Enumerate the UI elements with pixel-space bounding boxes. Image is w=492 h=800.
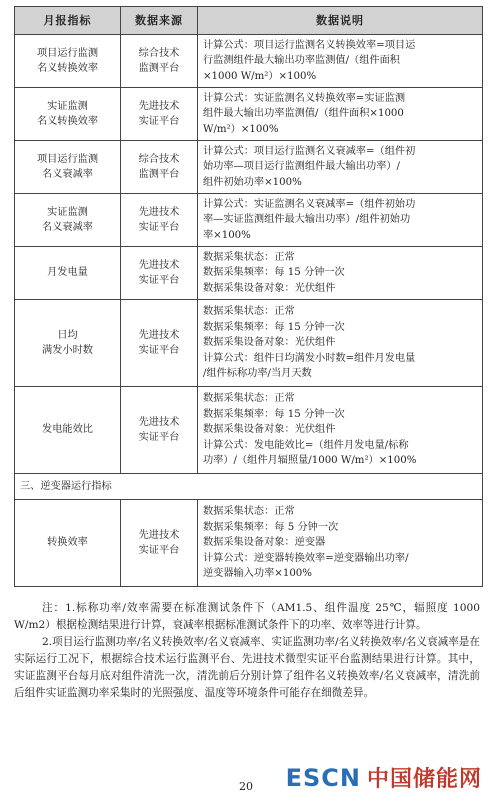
line: 计算公式：组件日均满发小时数=组件月发电量 xyxy=(203,352,416,364)
source-cell xyxy=(121,35,198,88)
description-cell xyxy=(198,387,483,474)
line: 发电能效比 xyxy=(42,424,93,436)
line: /组件标称功率/当月天数 xyxy=(203,368,312,380)
line: 数据采集设备对象：光伏组件 xyxy=(203,337,336,349)
watermark-chinese: 中国储能网 xyxy=(366,767,482,792)
line: 行监测组件最大输出功率监测值/（组件面积 xyxy=(203,55,400,67)
line: 数据采集设备对象：光伏组件 xyxy=(203,424,336,436)
line: 率—实证监测组件最大输出功率）/组件初始功 xyxy=(203,214,411,226)
line: 数据采集频率：每 15 分钟一次 xyxy=(203,321,345,333)
indicator-cell xyxy=(15,141,121,194)
description-cell xyxy=(198,247,483,300)
source-cell xyxy=(121,387,198,474)
line: 组件初始功率×100% xyxy=(203,176,302,188)
table-row xyxy=(15,387,483,474)
line: 转换效率 xyxy=(47,537,88,549)
line: 先进技术 xyxy=(138,329,180,341)
section-row xyxy=(15,474,483,500)
notes xyxy=(14,600,480,702)
header-source: 数据来源 xyxy=(121,7,198,35)
source-cell xyxy=(121,141,198,194)
indicator-cell xyxy=(15,88,121,141)
line: 实证平台 xyxy=(138,222,180,233)
line: 数据采集状态：正常 xyxy=(203,251,295,263)
line: 实证监测 xyxy=(47,206,88,218)
line: 数据采集状态：正常 xyxy=(203,306,295,318)
description-cell xyxy=(198,88,483,141)
line: 监测平台 xyxy=(138,169,180,180)
line: 监测平台 xyxy=(138,63,180,74)
table-header-row xyxy=(15,7,483,35)
source-cell xyxy=(121,194,198,247)
line: 名义转换效率 xyxy=(36,63,99,74)
indicator-cell xyxy=(15,247,121,300)
line: 先进技术 xyxy=(138,100,180,112)
table-row xyxy=(15,88,483,141)
description-cell xyxy=(198,141,483,194)
line: 计算公式：项目运行监测名义衰减率=（组件初 xyxy=(203,145,416,157)
line: 计算公式：实证监测名义转换效率=实证监测 xyxy=(203,92,406,104)
line: 数据采集频率：每 5 分钟一次 xyxy=(203,521,339,533)
line: 实证平台 xyxy=(138,432,180,443)
source-cell xyxy=(121,247,198,300)
table-row xyxy=(15,194,483,247)
line: 月发电量 xyxy=(47,267,88,279)
line: 先进技术 xyxy=(138,529,180,541)
source-cell xyxy=(121,88,198,141)
line: 名义衰减率 xyxy=(42,169,93,180)
line: 实证平台 xyxy=(138,116,180,127)
section-title: 三、逆变器运行指标 xyxy=(15,474,483,500)
line: 满发小时数 xyxy=(42,345,93,356)
indicator-cell xyxy=(15,387,121,474)
line: 项目运行监测 xyxy=(36,47,99,59)
source-cell xyxy=(121,500,198,587)
line: 综合技术 xyxy=(138,153,180,165)
line: 名义衰减率 xyxy=(42,222,93,233)
line: 计算公式：项目运行监测名义转换效率=项目运 xyxy=(203,39,416,51)
description-cell xyxy=(198,35,483,88)
line: 先进技术 xyxy=(138,206,180,218)
indicator-cell xyxy=(15,500,121,587)
line: 数据采集频率：每 15 分钟一次 xyxy=(203,267,345,279)
page-number: 20 xyxy=(239,780,253,793)
line: 数据采集频率：每 15 分钟一次 xyxy=(203,408,345,420)
description-cell xyxy=(198,194,483,247)
header-indicator: 月报指标 xyxy=(15,7,121,35)
line: 始功率—项目运行监测组件最大输出功率）/ xyxy=(203,161,400,173)
line: 逆变器输入功率×100% xyxy=(203,568,312,580)
table-row xyxy=(15,300,483,387)
indicator-cell xyxy=(15,35,121,88)
description-cell xyxy=(198,500,483,587)
line: 数据采集状态：正常 xyxy=(203,393,295,405)
line: 数据采集设备对象：逆变器 xyxy=(203,537,326,549)
indicator-cell xyxy=(15,194,121,247)
line: 先进技术 xyxy=(138,259,180,271)
watermark-latin: ESCN xyxy=(285,764,361,792)
line: 先进技术 xyxy=(138,416,180,428)
table-row xyxy=(15,247,483,300)
line: 实证平台 xyxy=(138,545,180,556)
line: 组件最大输出功率监测值/（组件面积×1000 xyxy=(203,108,404,120)
line: ×1000 W/m²）×100% xyxy=(203,70,317,82)
line: 综合技术 xyxy=(138,47,180,59)
table-row xyxy=(15,35,483,88)
line: 名义转换效率 xyxy=(36,116,99,127)
table-row xyxy=(15,500,483,587)
line: 计算公式：逆变器转换效率=逆变器输出功率/ xyxy=(203,552,409,564)
line: 数据采集设备对象：光伏组件 xyxy=(203,282,336,294)
line: 日均 xyxy=(57,329,78,341)
line: 计算公式：发电能效比=（组件月发电量/标称 xyxy=(203,439,409,451)
note-1: 注：1.标称功率/效率需要在标准测试条件下（AM1.5、组件温度 25℃，辐照度 1000 W/m2）根据检测结果进行计算，衰减率根据标准测试条件下的功率、效率等进行计算。 xyxy=(14,602,480,631)
source-cell xyxy=(121,300,198,387)
line: 率×100% xyxy=(203,229,251,241)
header-description: 数据说明 xyxy=(198,7,483,35)
line: 功率）/（组件月辐照量/1000 W/m²）×100% xyxy=(203,455,417,467)
note-2: 2.项目运行监测功率/名义转换效率/名义衰减率、实证监测功率/名义转换效率/名义衰减率是在实际运行工况下，根据综合技术运行监测平台、先进技术微型实证平台监测结果进行计算。其中，实证监测平台每月底对组件清洗一次，清洗前后分别计算了组件名义转换效率/名义衰减率，清洗前后组件实证监测功率采集时的光照强度、温度等环境条件可能存在细微差异。 xyxy=(14,636,480,699)
indicator-cell xyxy=(15,300,121,387)
line: 实证平台 xyxy=(138,345,180,356)
line: 项目运行监测 xyxy=(36,153,99,165)
indicator-table xyxy=(14,6,483,587)
table-row xyxy=(15,141,483,194)
description-cell xyxy=(198,300,483,387)
line: 计算公式：实证监测名义衰减率=（组件初始功 xyxy=(203,198,416,210)
line: 数据采集状态：正常 xyxy=(203,506,295,518)
line: 实证平台 xyxy=(138,275,180,286)
line: W/m²）×100% xyxy=(203,123,279,135)
line: 实证监测 xyxy=(47,100,88,112)
